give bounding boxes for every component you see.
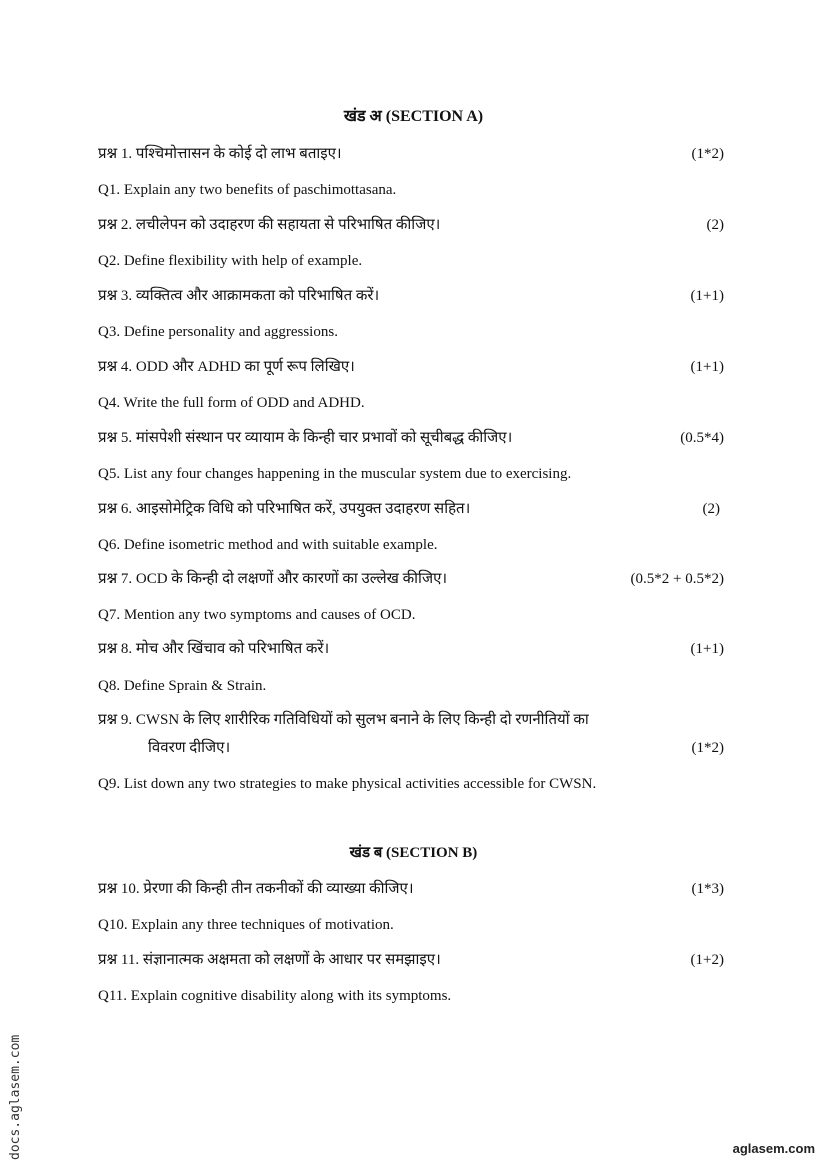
q6-english-text: Q6. Define isometric method and with suitable example. <box>98 537 438 553</box>
q9-hindi-cont-text: विवरण दीजिए। <box>148 740 231 756</box>
q10-english-text: Q10. Explain any three techniques of motivation. <box>98 917 394 933</box>
q8-english-text: Q8. Define Sprain & Strain. <box>98 678 267 694</box>
q2-english-text: Q2. Define flexibility with help of example. <box>98 253 363 269</box>
q4-marks: (1+1) <box>690 359 724 375</box>
q4-hindi-text: प्रश्न 4. ODD और ADHD का पूर्ण रूप लिखिए। <box>98 359 355 375</box>
side-watermark: docs.aglasem.com <box>8 1034 23 1160</box>
q9-hindi-text: प्रश्न 9. CWSN के लिए शारीरिक गतिविधियों को सुलभ बनाने के लिए किन्ही दो रणनीतियों का <box>98 712 589 728</box>
brand-footer: aglasem.com <box>732 1141 815 1156</box>
q2-hindi-text: प्रश्न 2. लचीलेपन को उदाहरण की सहायता से परिभाषित कीजिए। <box>98 217 441 233</box>
q6-hindi-text: प्रश्न 6. आइसोमेट्रिक विधि को परिभाषित करें, उपयुक्त उदाहरण सहित। <box>98 501 471 517</box>
q1-marks: (1*2) <box>691 146 724 162</box>
q5-hindi-text: प्रश्न 5. मांसपेशी संस्थान पर व्यायाम के किन्ही चार प्रभावों को सूचीबद्ध कीजिए। <box>98 430 513 446</box>
q10-hindi-text: प्रश्न 10. प्रेरणा की किन्ही तीन तकनीकों की व्याख्या कीजिए। <box>98 881 414 897</box>
q3-marks: (1+1) <box>690 288 724 304</box>
q11-marks: (1+2) <box>690 952 724 968</box>
q11-english-text: Q11. Explain cognitive disability along with its symptoms. <box>98 988 452 1004</box>
q4-english-text: Q4. Write the full form of ODD and ADHD. <box>98 395 365 411</box>
q7-hindi-text: प्रश्न 7. OCD के किन्ही दो लक्षणों और कारणों का उल्लेख कीजिए। <box>98 571 448 587</box>
q7-marks: (0.5*2 + 0.5*2) <box>630 571 724 587</box>
section-b-title: खंड ब (SECTION B) <box>349 845 478 861</box>
q5-english-text: Q5. List any four changes happening in the muscular system due to exercising. <box>98 466 572 482</box>
q9-marks: (1*2) <box>691 740 724 756</box>
q8-marks: (1+1) <box>690 641 724 657</box>
q1-hindi-text: प्रश्न 1. पश्चिमोत्तासन के कोई दो लाभ बताइए। <box>98 146 342 162</box>
q8-hindi-text: प्रश्न 8. मोच और खिंचाव को परिभाषित करें। <box>98 641 330 657</box>
q10-marks: (1*3) <box>691 881 724 897</box>
q6-marks: (2) <box>702 501 720 517</box>
q7-english-text: Q7. Mention any two symptoms and causes of OCD. <box>98 607 416 623</box>
q3-english-text: Q3. Define personality and aggressions. <box>98 324 338 340</box>
q5-marks: (0.5*4) <box>680 430 724 446</box>
q11-hindi-text: प्रश्न 11. संज्ञानात्मक अक्षमता को लक्षणों के आधार पर समझाइए। <box>98 952 441 968</box>
q9-english-text: Q9. List down any two strategies to make physical activities accessible for CWSN. <box>98 776 597 792</box>
q3-hindi-text: प्रश्न 3. व्यक्तित्व और आक्रामकता को परिभाषित करें। <box>98 288 380 304</box>
q1-english-text: Q1. Explain any two benefits of paschimottasana. <box>98 182 397 198</box>
section-a-title: खंड अ (SECTION A) <box>343 108 484 125</box>
q2-marks: (2) <box>706 217 724 233</box>
